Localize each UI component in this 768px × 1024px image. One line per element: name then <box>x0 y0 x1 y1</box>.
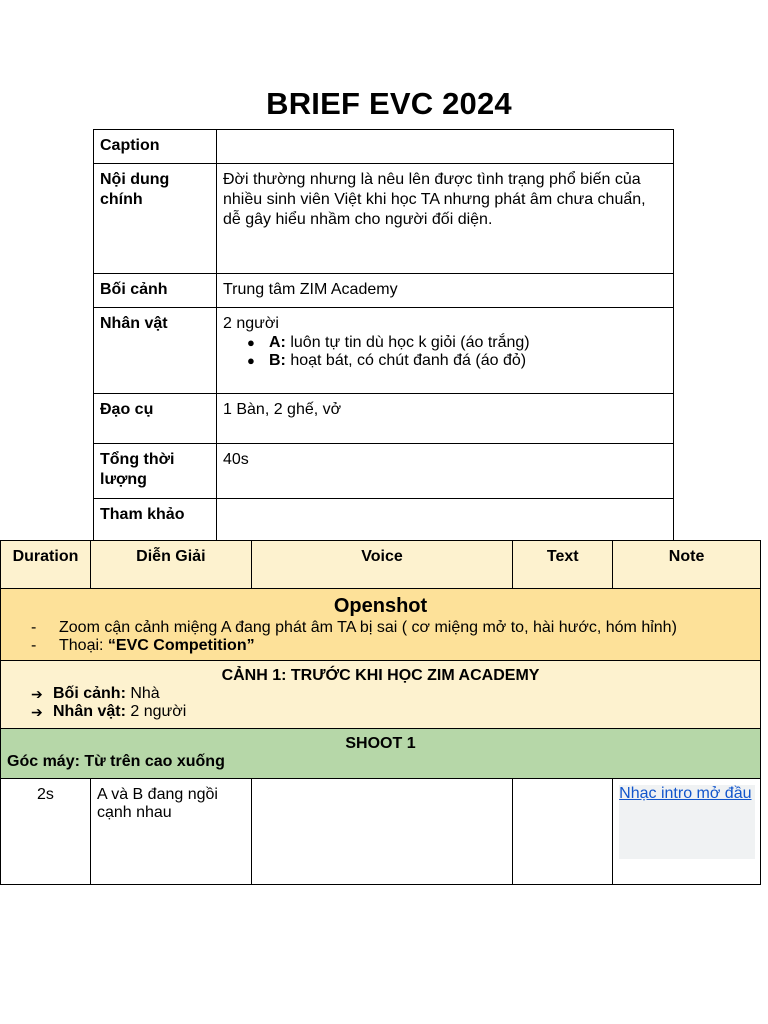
character-count: 2 người <box>223 315 279 332</box>
character-item <box>247 352 667 370</box>
note-highlight <box>619 785 755 859</box>
scene-row <box>1 661 761 729</box>
brief-key: Tổng thời lượng <box>94 444 217 499</box>
brief-row-nhan-vat <box>94 308 674 394</box>
arrow-marker: ➔ <box>31 686 43 702</box>
character-name: B: <box>269 352 286 369</box>
brief-table <box>93 129 674 550</box>
brief-value <box>217 130 674 164</box>
openshot-line-text: Zoom cận cảnh miệng A đang phát âm TA bị sai ( cơ miệng mở to, hài hước, hóm hỉnh) <box>59 619 677 636</box>
brief-row-noi-dung <box>94 164 674 274</box>
header-note: Note <box>613 541 761 589</box>
character-desc: hoạt bát, có chút đanh đá (áo đỏ) <box>285 352 527 369</box>
script-header-row <box>1 541 761 589</box>
scene-item-value: Nhà <box>125 685 160 702</box>
row-voice <box>251 779 513 885</box>
scene-title: CẢNH 1: TRƯỚC KHI HỌC ZIM ACADEMY <box>221 667 540 684</box>
openshot-row <box>1 589 761 661</box>
document-title: BRIEF EVC 2024 <box>266 86 512 121</box>
scene-cell <box>1 661 761 729</box>
script-row <box>1 779 761 885</box>
character-item <box>247 334 667 352</box>
brief-key: Nhân vật <box>94 308 217 394</box>
brief-value: 1 Bàn, 2 ghế, vở <box>217 394 674 444</box>
row-note <box>613 779 761 885</box>
header-voice: Voice <box>251 541 513 589</box>
brief-key: Bối cảnh <box>94 274 217 308</box>
openshot-cell <box>1 589 761 661</box>
header-duration: Duration <box>1 541 91 589</box>
brief-row-boi-canh <box>94 274 674 308</box>
brief-value: Đời thường nhưng là nêu lên được tình trạng phổ biến của nhiều sinh viên Việt khi học TA nhưng phát âm chưa chuẩn, dễ gây hiểu nhầm cho người đối diện. <box>217 164 674 274</box>
brief-value: Trung tâm ZIM Academy <box>217 274 674 308</box>
brief-key: Nội dung chính <box>94 164 217 274</box>
note-link[interactable]: Nhạc intro mở đầu <box>619 785 752 802</box>
character-desc: luôn tự tin dù học k giỏi (áo trắng) <box>285 334 530 351</box>
shoot-title: SHOOT 1 <box>345 735 416 752</box>
brief-value: 40s <box>217 444 674 499</box>
dash-marker: - <box>31 637 37 654</box>
brief-row-thoi-luong <box>94 444 674 499</box>
scene-item-label: Nhân vật: <box>53 703 126 720</box>
brief-key: Đạo cụ <box>94 394 217 444</box>
openshot-line <box>7 637 754 655</box>
row-text <box>513 779 613 885</box>
brief-row-dao-cu <box>94 394 674 444</box>
header-text: Text <box>513 541 613 589</box>
brief-key: Tham khảo <box>94 499 217 550</box>
shoot-cell <box>1 729 761 779</box>
row-duration: 2s <box>1 779 91 885</box>
character-list <box>223 334 667 370</box>
scene-item <box>7 703 754 721</box>
openshot-line <box>7 619 754 637</box>
brief-key: Caption <box>94 130 217 164</box>
character-name: A: <box>269 334 286 351</box>
openshot-line-prefix: Thoại: <box>59 637 108 654</box>
arrow-marker: ➔ <box>31 704 43 720</box>
openshot-title: Openshot <box>333 595 428 617</box>
shoot-subtitle: Góc máy: Từ trên cao xuống <box>7 753 225 770</box>
scene-item-label: Bối cảnh: <box>53 685 126 702</box>
header-dien-giai: Diễn Giải <box>90 541 251 589</box>
openshot-line-quote: “EVC Competition” <box>107 637 255 654</box>
brief-row-caption <box>94 130 674 164</box>
scene-item-value: 2 người <box>125 703 187 720</box>
row-dien-giai: A và B đang ngồi cạnh nhau <box>90 779 251 885</box>
script-table <box>0 540 761 885</box>
shoot-row <box>1 729 761 779</box>
dash-marker: - <box>31 619 37 636</box>
brief-value <box>217 308 674 394</box>
scene-item <box>7 685 754 703</box>
